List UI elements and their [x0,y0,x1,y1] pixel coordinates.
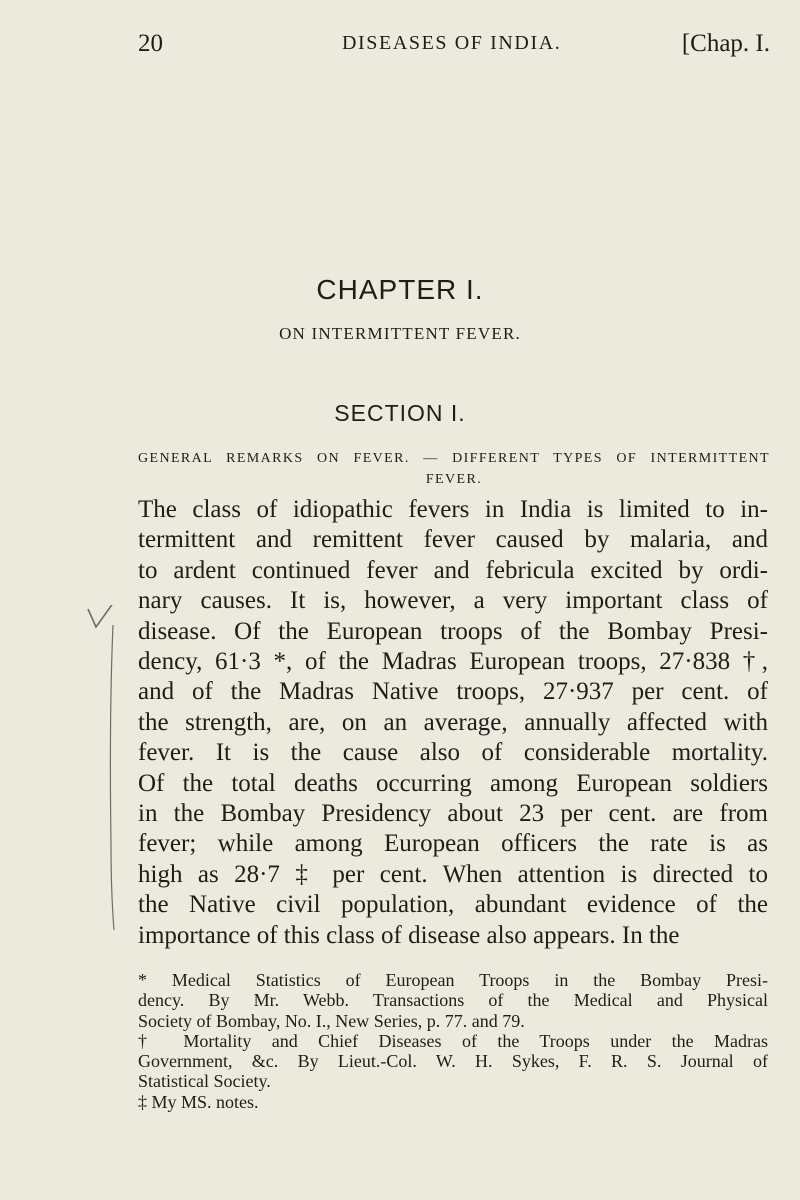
chapter-heading: CHAPTER I. [316,274,484,305]
footnote-line: Statistical Society. [138,1071,271,1092]
pencil-check-mark [88,605,116,627]
body-line: importance of this class of disease also appears. In the [138,921,680,949]
section-subtitle-line: FEVER. [425,472,483,487]
footnote-line: ‡ My MS. notes. [138,1091,259,1112]
footnotes [138,970,768,1112]
body-line: disease. Of the European troops of the Bombay Presi- [138,617,768,645]
footnote-line: Society of Bombay, No. I., New Series, p. 77. and 79. [138,1010,525,1031]
section-heading: SECTION I. [334,400,466,426]
chapter-reference: [Chap. I. [681,30,770,57]
chapter-subtitle: ON INTERMITTENT FEVER. [279,324,521,343]
body-line: high as 28·7 ‡ per cent. When attention is directed to [138,860,768,888]
body-line: the strength, are, on an average, annually affected with [138,708,768,736]
body-paragraph [138,495,768,951]
body-line: nary causes. It is, however, a very important class of [138,587,768,615]
running-header [138,30,770,64]
body-line: to ardent continued fever and febricula excited by ordi- [138,556,768,584]
footnote-line: * Medical Statistics of European Troops in the Bombay Presi- [138,970,768,990]
body-line: termittent and remittent fever caused by malaria, and [138,526,768,554]
body-line: fever. It is the cause also of considerable mortality. [138,739,768,767]
body-line: The class of idiopathic fevers in India is limited to in- [138,496,768,523]
running-title: DISEASES OF INDIA. [342,32,562,54]
body-line: Of the total deaths occurring among European soldiers [138,769,768,797]
section-subtitle [138,448,770,490]
pencil-margin-mark [80,605,120,935]
body-line: fever; while among European officers the rate is as [138,830,768,858]
body-line: and of the Madras Native troops, 27·937 per cent. of [138,678,768,706]
footnote-line: Government, &c. By Lieut.-Col. W. H. Sykes, F. R. S. Journal of [138,1051,768,1072]
body-line: the Native civil population, abundant evidence of the [138,891,768,919]
section-subtitle-line: GENERAL REMARKS ON FEVER. — DIFFERENT TYPES OF INTERMITTENT [138,451,770,466]
footnote-line: dency. By Mr. Webb. Transactions of the Medical and Physical [138,990,768,1011]
footnote-line: † Mortality and Chief Diseases of the Troops under the Madras [138,1030,768,1051]
page-number: 20 [138,30,163,57]
body-line: dency, 61·3 *, of the Madras European troops, 27·838 †, [138,648,768,676]
body-line: in the Bombay Presidency about 23 per cent. are from [138,800,768,828]
pencil-margin-line [110,625,114,930]
